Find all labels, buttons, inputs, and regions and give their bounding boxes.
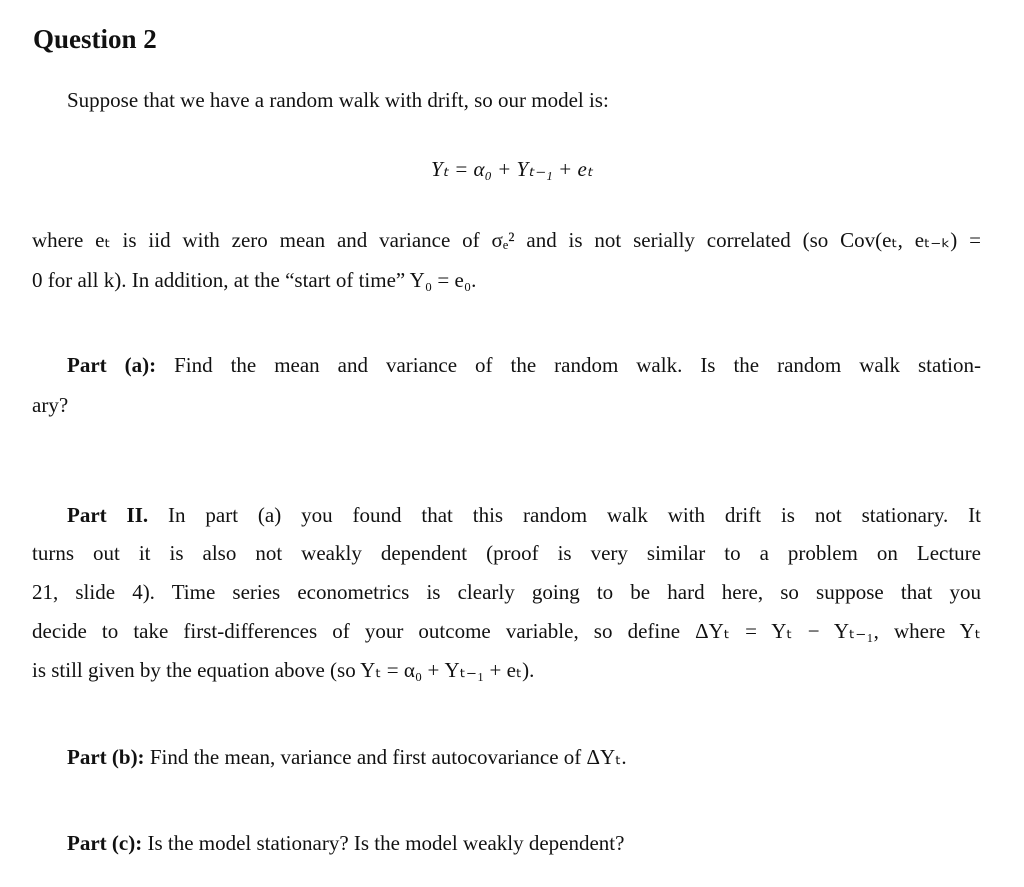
- model-equation: Yₜ = α₀ + Yₜ₋₁ + eₜ: [431, 157, 593, 181]
- part-c: [67, 830, 981, 856]
- where-line-2: 0 for all k). In addition, at the “start of time” Y₀ = e₀.: [32, 268, 477, 292]
- part-ii-line-3: 21, slide 4). Time series econometrics is clearly going to be hard here, so suppose that you: [32, 580, 981, 604]
- part-a-line-1: [67, 352, 981, 378]
- part-a-text: Find the mean and variance of the random walk. Is the random walk station-: [156, 353, 981, 377]
- part-b-label: Part (b):: [67, 745, 145, 769]
- part-ii-line-1: [67, 502, 981, 528]
- question-title: Question 2: [33, 24, 157, 54]
- part-b-text: Find the mean, variance and first autocovariance of ΔYₜ.: [144, 745, 627, 769]
- part-ii-line-2: turns out it is also not weakly dependent (proof is very similar to a problem on Lecture: [32, 541, 981, 565]
- part-ii-label: Part II.: [67, 503, 149, 527]
- part-ii-text: In part (a) you found that this random walk with drift is not stationary. It: [148, 503, 981, 527]
- part-ii-line-4: decide to take first-differences of your outcome variable, so define ΔYₜ = Yₜ − Yₜ₋₁, where Yₜ: [32, 619, 981, 643]
- part-a-line-2: ary?: [32, 393, 69, 417]
- part-ii-line-5: is still given by the equation above (so Yₜ = α₀ + Yₜ₋₁ + eₜ).: [32, 658, 535, 682]
- part-c-label: Part (c):: [67, 831, 143, 855]
- part-a-label: Part (a):: [67, 353, 157, 377]
- part-b: [67, 744, 981, 770]
- part-c-text: Is the model stationary? Is the model weakly dependent?: [142, 831, 625, 855]
- where-line-1: where eₜ is iid with zero mean and variance of σₑ² and is not serially correlated (so Cov(eₜ, eₜ₋ₖ) =: [32, 228, 981, 252]
- intro-text: Suppose that we have a random walk with drift, so our model is:: [67, 88, 609, 112]
